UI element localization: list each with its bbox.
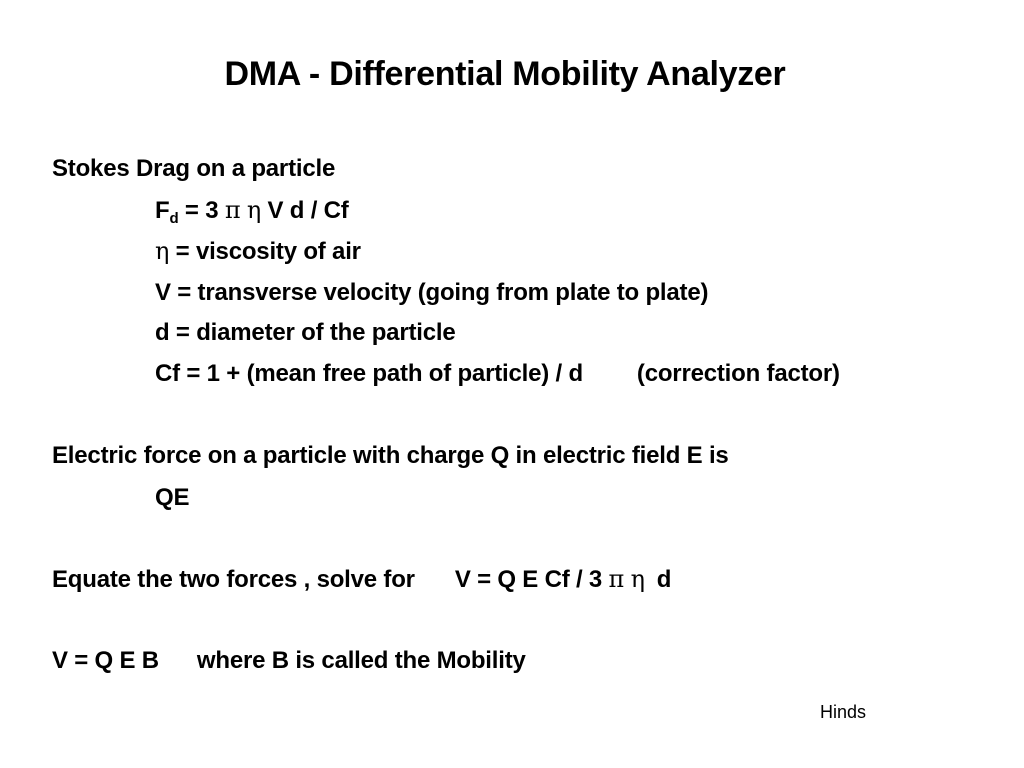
stokes-heading: Stokes Drag on a particle (52, 155, 336, 182)
velocity-result: V = Q E Cf / 3 (454, 566, 609, 593)
electric-force-qe: QE (155, 484, 190, 511)
pi-symbol: π (608, 565, 625, 593)
eta-symbol: η (246, 196, 262, 224)
eta-symbol: η (155, 237, 170, 265)
eta-symbol: η (630, 565, 645, 593)
velocity-result-d: d (656, 566, 672, 593)
credit-text: Hinds (820, 702, 867, 722)
mobility-text: where B is called the Mobility (196, 647, 526, 674)
diameter-definition: d = diameter of the particle (155, 319, 456, 346)
equate-line (52, 564, 671, 595)
correction-factor-definition (155, 359, 840, 389)
stokes-formula (155, 195, 349, 226)
mobility-equation: V = Q E B (52, 647, 159, 674)
cf-note: (correction factor) (636, 360, 840, 387)
eta-definition (155, 236, 361, 267)
eta-definition-text: = viscosity of air (169, 238, 361, 265)
pi-symbol: π (224, 196, 241, 224)
velocity-definition: V = transverse velocity (going from plate to plate) (155, 279, 709, 306)
force-subscript: d (169, 210, 179, 227)
equate-text: Equate the two forces , solve for (52, 566, 415, 593)
mobility-line (52, 646, 526, 676)
electric-force-text: Electric force on a particle with charge Q in electric field E is (52, 442, 729, 469)
formula-tail: V d / Cf (261, 197, 349, 224)
slide-title: DMA - Differential Mobility Analyzer (224, 55, 786, 93)
force-symbol: F (155, 197, 170, 224)
cf-formula: Cf = 1 + (mean free path of particle) / d (155, 360, 583, 387)
formula-equals: = 3 (178, 197, 225, 224)
